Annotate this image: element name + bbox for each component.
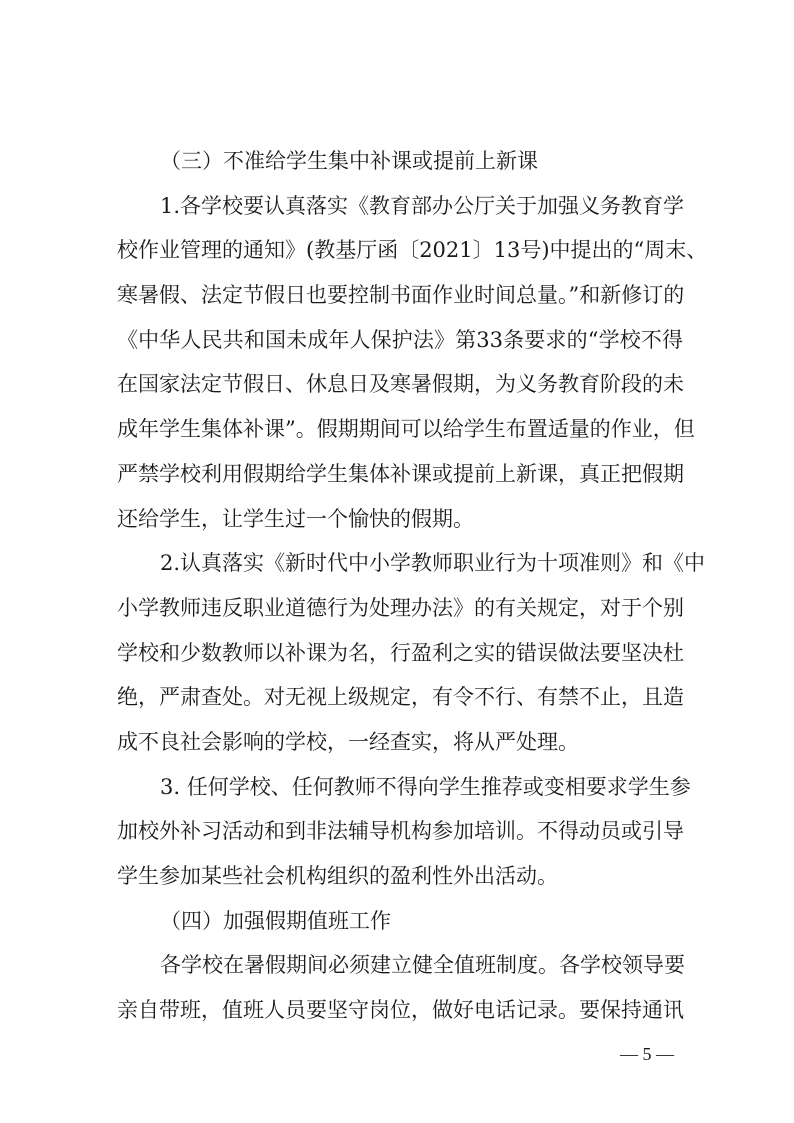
paragraph-line: 成年学生集体补课”。假期期间可以给学生布置适量的作业，但 [117, 417, 695, 441]
paragraph-line: 3. 任何学校、任何教师不得向学生推荐或变相要求学生参 [160, 775, 691, 799]
paragraph-line: 校作业管理的通知》(教基厅函〔2021〕13号)中提出的“周末、 [117, 238, 708, 262]
paragraph-line: 还给学生，让学生过一个愉快的假期。 [117, 507, 474, 531]
paragraph-line: 加校外补习活动和到非法辅导机构参加培训。不得动员或引导 [117, 819, 684, 843]
paragraph-line: 学生参加某些社会机构组织的盈利性外出活动。 [117, 864, 558, 888]
paragraph-line: 各学校在暑假期间必须建立健全值班制度。各学校领导要 [160, 953, 685, 977]
paragraph-line: 绝，严肃查处。对无视上级规定，有令不行、有禁不止，且造 [117, 685, 684, 709]
section-heading-3: （三）不准给学生集中补课或提前上新课 [160, 149, 538, 173]
paragraph-line: 在国家法定节假日、休息日及寒暑假期，为义务教育阶段的未 [117, 372, 684, 396]
paragraph-line: 《中华人民共和国未成年人保护法》第33条要求的“学校不得 [117, 328, 683, 352]
page-number: — 5 — [620, 1044, 674, 1064]
paragraph-line: 严禁学校利用假期给学生集体补课或提前上新课，真正把假期 [117, 462, 684, 486]
paragraph-line: 小学教师违反职业道德行为处理办法》的有关规定，对于个别 [117, 596, 684, 620]
paragraph-line: 寒暑假、法定节假日也要控制书面作业时间总量。”和新修订的 [117, 283, 685, 307]
paragraph-line: 2.认真落实《新时代中小学教师职业行为十项准则》和《中 [160, 551, 706, 575]
paragraph-line: 学校和少数教师以补课为名，行盈利之实的错误做法要坚决杜 [117, 641, 684, 665]
paragraph-line: 1.各学校要认真落实《教育部办公厅关于加强义务教育学 [160, 194, 685, 218]
section-heading-4: （四）加强假期值班工作 [160, 909, 391, 933]
paragraph-line: 亲自带班，值班人员要坚守岗位，做好电话记录。要保持通讯 [117, 998, 684, 1022]
paragraph-line: 成不良社会影响的学校，一经查实，将从严处理。 [117, 730, 579, 754]
